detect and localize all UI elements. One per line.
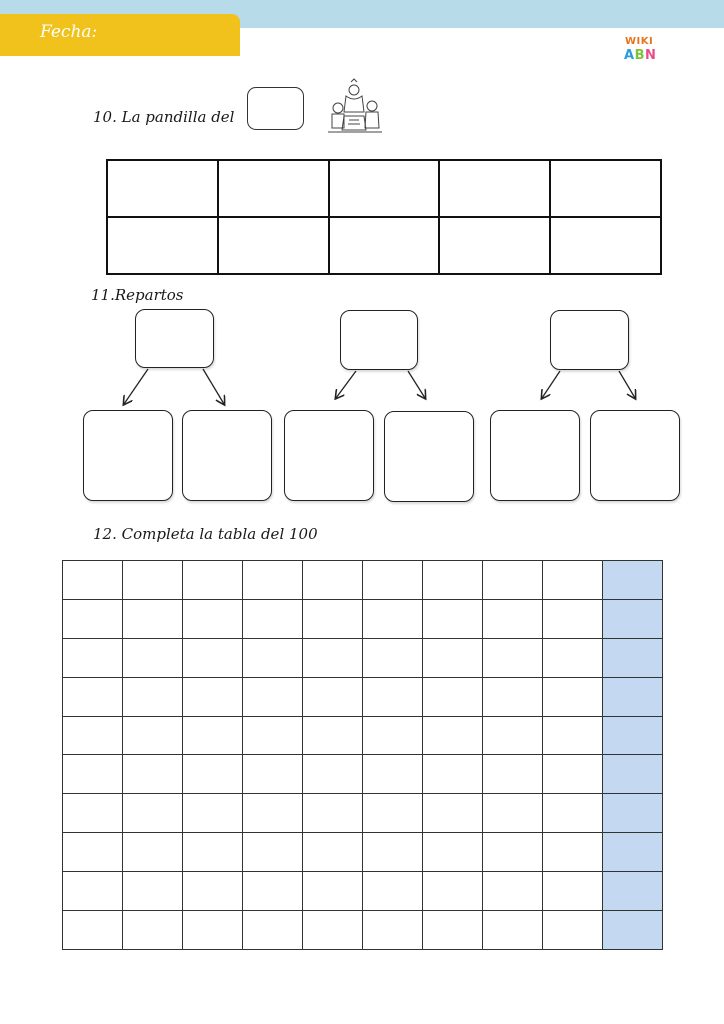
table-cell[interactable] bbox=[543, 794, 603, 833]
table-cell[interactable] bbox=[423, 872, 483, 911]
table-cell[interactable] bbox=[303, 794, 363, 833]
table-cell[interactable] bbox=[329, 217, 440, 274]
table-cell[interactable] bbox=[423, 833, 483, 872]
highlighted-cell[interactable] bbox=[603, 638, 663, 677]
table-cell[interactable] bbox=[363, 599, 423, 638]
table-cell[interactable] bbox=[243, 599, 303, 638]
table-cell[interactable] bbox=[303, 561, 363, 600]
arrow-left-icon bbox=[124, 369, 148, 404]
table-cell[interactable] bbox=[423, 911, 483, 950]
table-cell[interactable] bbox=[123, 599, 183, 638]
table-cell[interactable] bbox=[543, 716, 603, 755]
reparto-3-total-box[interactable] bbox=[550, 310, 629, 370]
highlighted-cell[interactable] bbox=[603, 561, 663, 600]
table-row bbox=[63, 561, 663, 600]
table-cell[interactable] bbox=[543, 677, 603, 716]
table-cell[interactable] bbox=[543, 755, 603, 794]
table-row bbox=[63, 638, 663, 677]
logo-letter-a: A bbox=[624, 48, 635, 63]
table-cell[interactable] bbox=[183, 794, 243, 833]
table-cell[interactable] bbox=[123, 561, 183, 600]
wiki-abn-logo bbox=[624, 36, 657, 68]
table-row bbox=[63, 716, 663, 755]
table-cell[interactable] bbox=[439, 160, 550, 217]
table-row bbox=[63, 872, 663, 911]
table-cell[interactable] bbox=[63, 833, 123, 872]
table-cell[interactable] bbox=[303, 599, 363, 638]
table-cell[interactable] bbox=[123, 794, 183, 833]
logo-letter-n: N bbox=[644, 48, 657, 63]
table-cell[interactable] bbox=[483, 755, 543, 794]
table-cell[interactable] bbox=[63, 561, 123, 600]
reparto-2-part-a-box[interactable] bbox=[284, 410, 374, 501]
highlighted-cell[interactable] bbox=[603, 599, 663, 638]
table-row bbox=[63, 911, 663, 950]
table-cell[interactable] bbox=[123, 833, 183, 872]
table-row bbox=[63, 677, 663, 716]
table-cell[interactable] bbox=[243, 677, 303, 716]
table-cell[interactable] bbox=[63, 638, 123, 677]
highlighted-cell[interactable] bbox=[603, 755, 663, 794]
table-cell[interactable] bbox=[483, 677, 543, 716]
table-cell[interactable] bbox=[363, 833, 423, 872]
table-cell[interactable] bbox=[423, 599, 483, 638]
table-cell[interactable] bbox=[218, 217, 329, 274]
table-cell[interactable] bbox=[63, 716, 123, 755]
table-cell[interactable] bbox=[423, 755, 483, 794]
arrow-left-icon bbox=[336, 371, 356, 398]
reparto-1-part-a-box[interactable] bbox=[83, 410, 173, 501]
table-cell[interactable] bbox=[243, 794, 303, 833]
table-cell[interactable] bbox=[363, 561, 423, 600]
table-cell[interactable] bbox=[63, 599, 123, 638]
table-cell[interactable] bbox=[303, 638, 363, 677]
table-cell[interactable] bbox=[550, 217, 661, 274]
table-cell[interactable] bbox=[303, 911, 363, 950]
table-cell[interactable] bbox=[363, 716, 423, 755]
table-cell[interactable] bbox=[183, 872, 243, 911]
table-cell[interactable] bbox=[183, 716, 243, 755]
table-cell[interactable] bbox=[243, 755, 303, 794]
table-cell[interactable] bbox=[63, 872, 123, 911]
table-cell[interactable] bbox=[183, 599, 243, 638]
reparto-3-part-a-box[interactable] bbox=[490, 410, 580, 501]
table-cell[interactable] bbox=[123, 638, 183, 677]
table-row bbox=[63, 794, 663, 833]
table-cell[interactable] bbox=[363, 911, 423, 950]
table-cell[interactable] bbox=[183, 677, 243, 716]
table-cell[interactable] bbox=[543, 561, 603, 600]
table-row bbox=[63, 755, 663, 794]
arrow-right-icon bbox=[203, 369, 224, 404]
table-cell[interactable] bbox=[243, 561, 303, 600]
table-cell[interactable] bbox=[63, 911, 123, 950]
section-12-heading: 12. Completa la tabla del 100 bbox=[93, 525, 318, 543]
date-tab bbox=[0, 14, 240, 56]
highlighted-cell[interactable] bbox=[603, 677, 663, 716]
table-cell[interactable] bbox=[243, 638, 303, 677]
table-cell[interactable] bbox=[543, 833, 603, 872]
reparto-2-part-b-box[interactable] bbox=[384, 411, 474, 502]
table-cell[interactable] bbox=[123, 755, 183, 794]
table-cell[interactable] bbox=[483, 833, 543, 872]
table-cell[interactable] bbox=[439, 217, 550, 274]
table-row bbox=[107, 217, 661, 274]
table-cell[interactable] bbox=[107, 217, 218, 274]
table-cell[interactable] bbox=[543, 872, 603, 911]
table-cell[interactable] bbox=[423, 716, 483, 755]
highlighted-cell[interactable] bbox=[603, 872, 663, 911]
table-cell[interactable] bbox=[218, 160, 329, 217]
table-cell[interactable] bbox=[123, 911, 183, 950]
highlighted-cell[interactable] bbox=[603, 716, 663, 755]
table-cell[interactable] bbox=[123, 677, 183, 716]
section-11-heading: 11.Repartos bbox=[91, 286, 184, 304]
hundred-table bbox=[62, 560, 663, 950]
table-cell[interactable] bbox=[303, 872, 363, 911]
table-cell[interactable] bbox=[303, 833, 363, 872]
pandilla-table bbox=[106, 159, 662, 275]
reparto-1-part-b-box[interactable] bbox=[182, 410, 272, 501]
table-cell[interactable] bbox=[543, 911, 603, 950]
table-cell[interactable] bbox=[63, 677, 123, 716]
logo-letter-b: B bbox=[634, 48, 645, 63]
table-cell[interactable] bbox=[183, 561, 243, 600]
table-cell[interactable] bbox=[243, 872, 303, 911]
highlighted-cell[interactable] bbox=[603, 794, 663, 833]
logo-bottom-text bbox=[624, 48, 656, 63]
table-cell[interactable] bbox=[303, 677, 363, 716]
table-cell[interactable] bbox=[183, 638, 243, 677]
table-cell[interactable] bbox=[483, 872, 543, 911]
table-cell[interactable] bbox=[123, 716, 183, 755]
arrow-right-icon bbox=[619, 371, 635, 398]
table-cell[interactable] bbox=[483, 794, 543, 833]
table-cell[interactable] bbox=[363, 638, 423, 677]
table-cell[interactable] bbox=[329, 160, 440, 217]
table-cell[interactable] bbox=[363, 677, 423, 716]
table-cell[interactable] bbox=[363, 794, 423, 833]
table-cell[interactable] bbox=[423, 677, 483, 716]
table-cell[interactable] bbox=[483, 911, 543, 950]
table-cell[interactable] bbox=[423, 794, 483, 833]
table-cell[interactable] bbox=[243, 911, 303, 950]
reparto-1-total-box[interactable] bbox=[135, 309, 214, 368]
pandilla-answer-box[interactable] bbox=[247, 87, 304, 130]
arrow-right-icon bbox=[408, 371, 425, 398]
table-cell[interactable] bbox=[550, 160, 661, 217]
reparto-3-part-b-box[interactable] bbox=[590, 410, 680, 501]
highlighted-cell[interactable] bbox=[603, 833, 663, 872]
table-cell[interactable] bbox=[123, 872, 183, 911]
table-cell[interactable] bbox=[63, 755, 123, 794]
section-10-heading: 10. La pandilla del bbox=[93, 108, 235, 126]
table-cell[interactable] bbox=[363, 755, 423, 794]
table-cell[interactable] bbox=[363, 872, 423, 911]
table-cell[interactable] bbox=[183, 755, 243, 794]
arrow-left-icon bbox=[542, 371, 560, 398]
logo-top-text: WIKI bbox=[625, 36, 654, 47]
table-cell[interactable] bbox=[243, 833, 303, 872]
date-label: Fecha: bbox=[40, 22, 98, 42]
table-cell[interactable] bbox=[243, 716, 303, 755]
table-row bbox=[107, 160, 661, 217]
cartoon-animals-icon bbox=[324, 78, 386, 136]
table-cell[interactable] bbox=[107, 160, 218, 217]
table-cell[interactable] bbox=[423, 561, 483, 600]
highlighted-cell[interactable] bbox=[603, 911, 663, 950]
table-row bbox=[63, 599, 663, 638]
reparto-2-total-box[interactable] bbox=[340, 310, 418, 370]
table-cell[interactable] bbox=[483, 638, 543, 677]
table-cell[interactable] bbox=[543, 638, 603, 677]
table-cell[interactable] bbox=[483, 561, 543, 600]
table-cell[interactable] bbox=[183, 911, 243, 950]
table-cell[interactable] bbox=[423, 638, 483, 677]
table-cell[interactable] bbox=[303, 716, 363, 755]
table-cell[interactable] bbox=[303, 755, 363, 794]
table-cell[interactable] bbox=[183, 833, 243, 872]
table-cell[interactable] bbox=[483, 599, 543, 638]
table-cell[interactable] bbox=[63, 794, 123, 833]
table-cell[interactable] bbox=[483, 716, 543, 755]
table-row bbox=[63, 833, 663, 872]
table-cell[interactable] bbox=[543, 599, 603, 638]
